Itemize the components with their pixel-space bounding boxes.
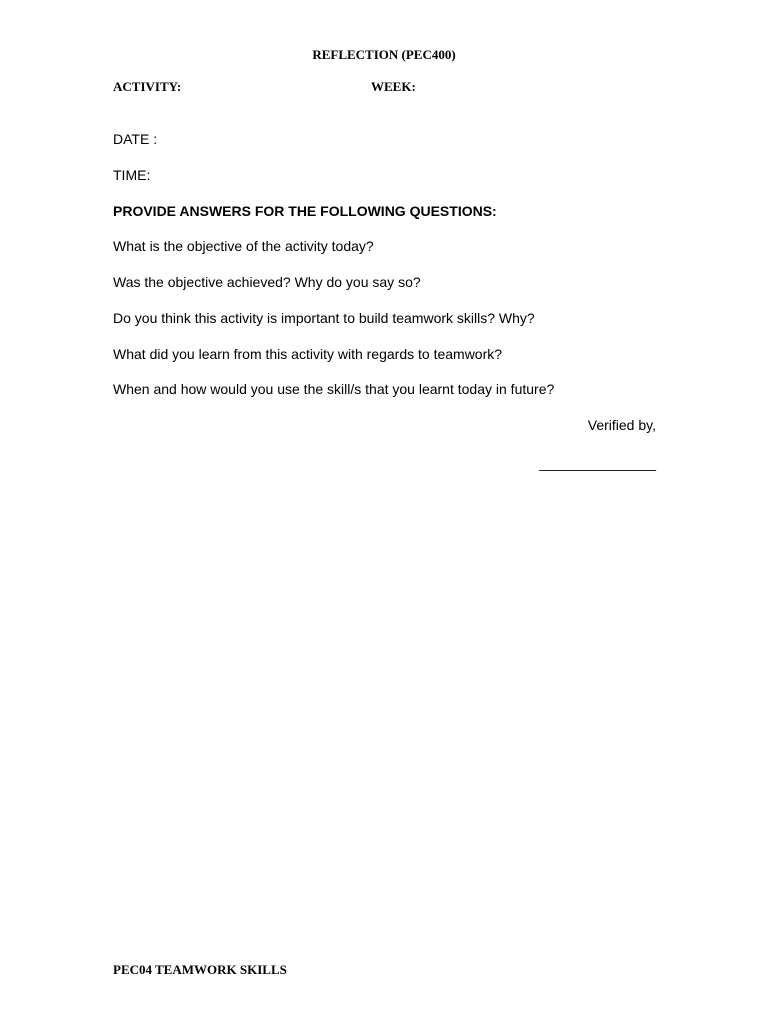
question-1: What is the objective of the activity today? [113,238,374,254]
instruction-heading: PROVIDE ANSWERS FOR THE FOLLOWING QUESTIONS: [113,203,497,219]
time-label: TIME: [113,167,151,183]
signature-line: _______________ [539,455,656,471]
question-5: When and how would you use the skill/s that you learnt today in future? [113,381,555,397]
page-footer: PEC04 TEAMWORK SKILLS [113,962,287,977]
question-2: Was the objective achieved? Why do you say so? [113,274,421,290]
page-title: REFLECTION (PEC400) [312,47,456,62]
date-label: DATE : [113,131,158,147]
question-3: Do you think this activity is important to build teamwork skills? Why? [113,310,535,326]
question-4: What did you learn from this activity with regards to teamwork? [113,346,503,362]
activity-label: ACTIVITY: [113,79,182,94]
verified-by-label: Verified by, [587,417,656,433]
week-label: WEEK: [371,79,416,94]
